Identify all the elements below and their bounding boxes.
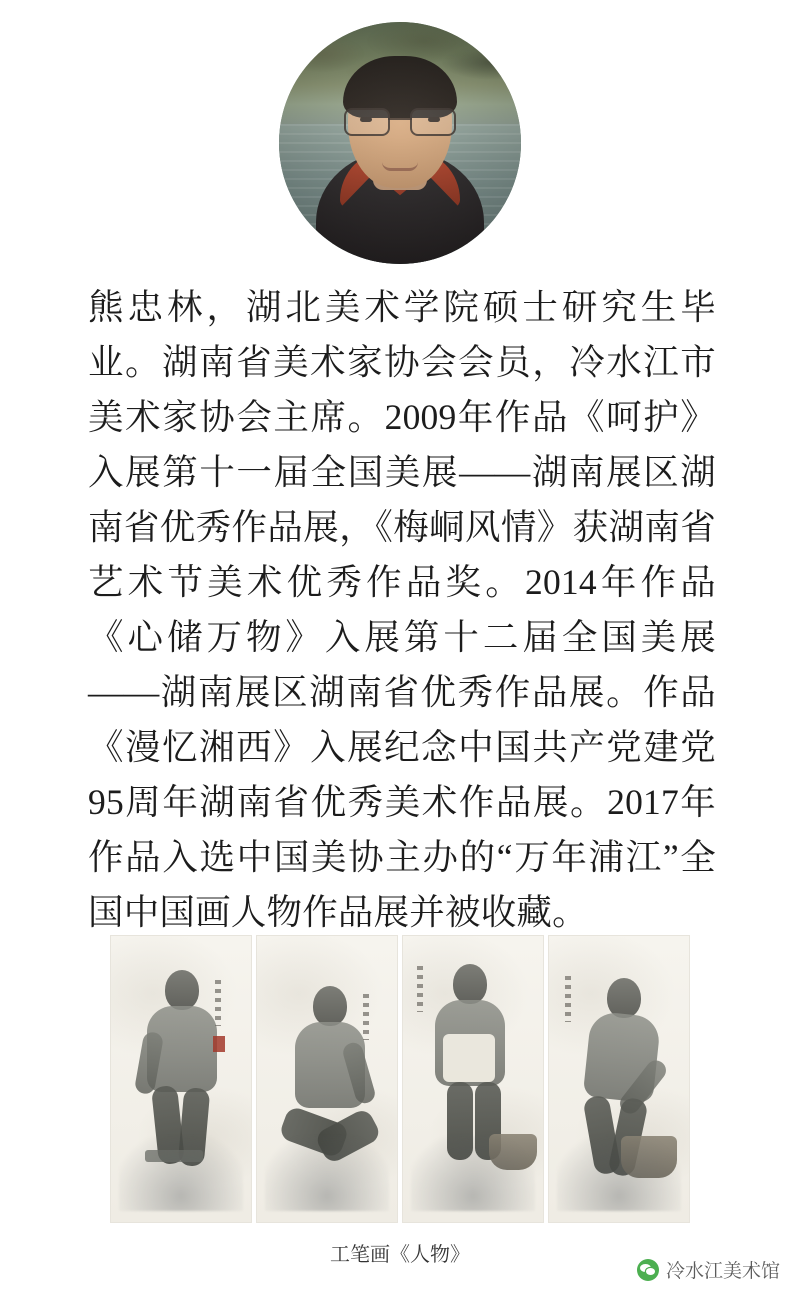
artist-portrait-photo (279, 22, 521, 264)
ink-wash (119, 1136, 242, 1210)
ink-wash (265, 1136, 388, 1210)
artwork-strip (110, 935, 690, 1223)
artwork-panel-4 (548, 935, 690, 1223)
wechat-account-badge[interactable] (637, 1256, 780, 1283)
artist-seal (213, 1036, 225, 1052)
figure-head (607, 978, 641, 1018)
figure-head (453, 964, 487, 1004)
figure-apron (443, 1034, 495, 1082)
ink-wash (411, 1136, 534, 1210)
artwork-panel-2 (256, 935, 398, 1223)
inscription-text (363, 994, 369, 1040)
artist-biography: 熊忠林，湖北美术学院硕士研究生毕业。湖南省美术家协会会员，冷水江市美术家协会主席。2009年作品《呵护》入展第十一届全国美展——湖南展区湖南省优秀作品展，《梅峒风情》获湖南省艺术节美术优秀作品奖。2014年作品《心储万物》入展第十二届全国美展——湖南展区湖南省优秀作品展。作品《漫忆湘西》入展纪念中国共产党建党95周年湖南省优秀美术作品展。2017年作品入选中国美协主办的“万年浦江”全国中国画人物作品展并被收藏。 (88, 287, 716, 932)
artwork-panel-1 (110, 935, 252, 1223)
ink-wash (557, 1136, 680, 1210)
artwork-caption: 工笔画《人物》 (330, 1244, 470, 1266)
artwork-panel-3 (402, 935, 544, 1223)
wechat-icon (637, 1259, 659, 1281)
figure-head (313, 986, 347, 1026)
avatar (279, 22, 521, 264)
inscription-text (417, 966, 423, 1012)
inscription-text (565, 976, 571, 1022)
figure-head (165, 970, 199, 1010)
wechat-account-name: 冷水江美术馆 (665, 1261, 780, 1282)
photo-vignette (279, 22, 521, 264)
inscription-text (215, 980, 221, 1026)
